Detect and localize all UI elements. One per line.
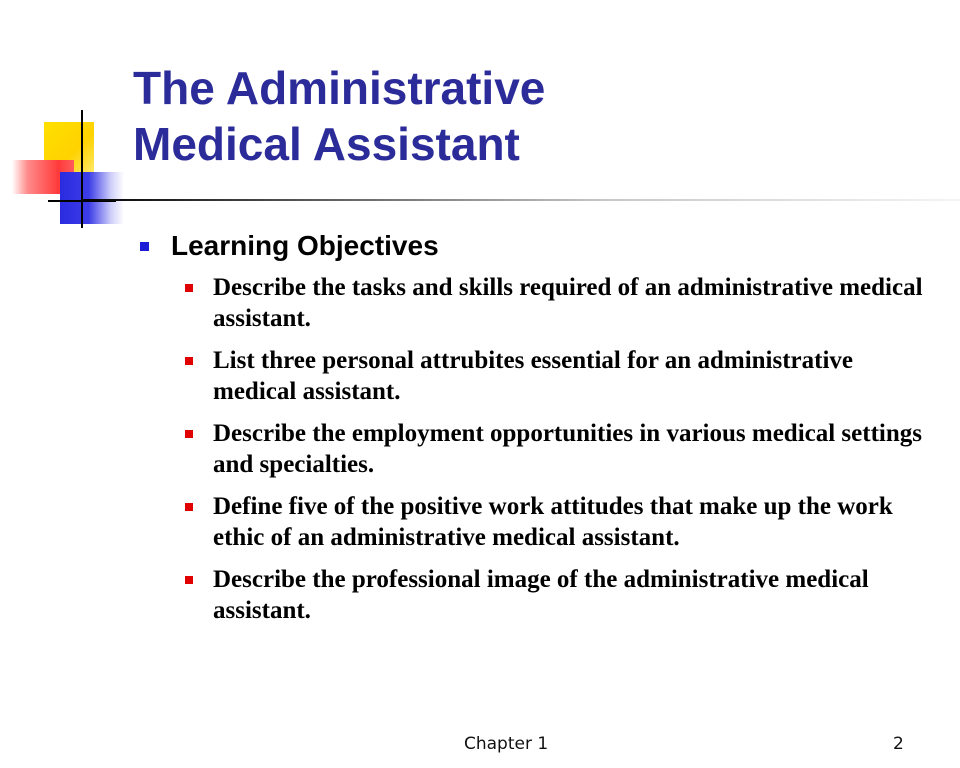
square-bullet-icon: [185, 503, 193, 511]
yellow-square-decoration: [44, 122, 94, 172]
slide-body: [138, 226, 928, 637]
square-bullet-icon: [185, 284, 193, 292]
slide-title-line-2: Medical Assistant: [133, 118, 520, 170]
objective-item: [138, 418, 928, 480]
footer-page-number: 2: [893, 734, 904, 754]
slide-title: [133, 60, 545, 172]
objectives-list: [138, 272, 928, 626]
title-underline-rule: [82, 199, 960, 201]
learning-objectives-item: [138, 226, 928, 266]
objective-item: [138, 272, 928, 334]
objective-item: [138, 491, 928, 553]
objective-item: [138, 345, 928, 407]
objective-text: Describe the professional image of the administrative medical assistant.: [213, 566, 869, 624]
square-bullet-icon: [185, 430, 193, 438]
horizontal-rule-decoration: [48, 200, 116, 202]
objective-item: [138, 564, 928, 626]
objective-text: List three personal attrubites essential for an administrative medical assistant.: [213, 347, 854, 405]
slide-title-line-1: The Administrative: [133, 62, 546, 114]
vertical-rule-decoration: [81, 110, 83, 228]
objective-text: Describe the tasks and skills required of an administrative medical assistant.: [213, 274, 923, 332]
square-bullet-icon: [140, 242, 149, 251]
learning-objectives-heading: Learning Objectives: [171, 230, 439, 261]
red-square-decoration: [12, 160, 74, 194]
objective-text: Describe the employment opportunities in various medical settings and specialties.: [213, 420, 922, 478]
objective-text: Define five of the positive work attitudes that make up the work ethic of an administrative medical assistant.: [213, 493, 893, 551]
square-bullet-icon: [185, 576, 193, 584]
square-bullet-icon: [185, 357, 193, 365]
blue-square-decoration: [60, 172, 124, 224]
footer-chapter-label: Chapter 1: [464, 734, 549, 754]
